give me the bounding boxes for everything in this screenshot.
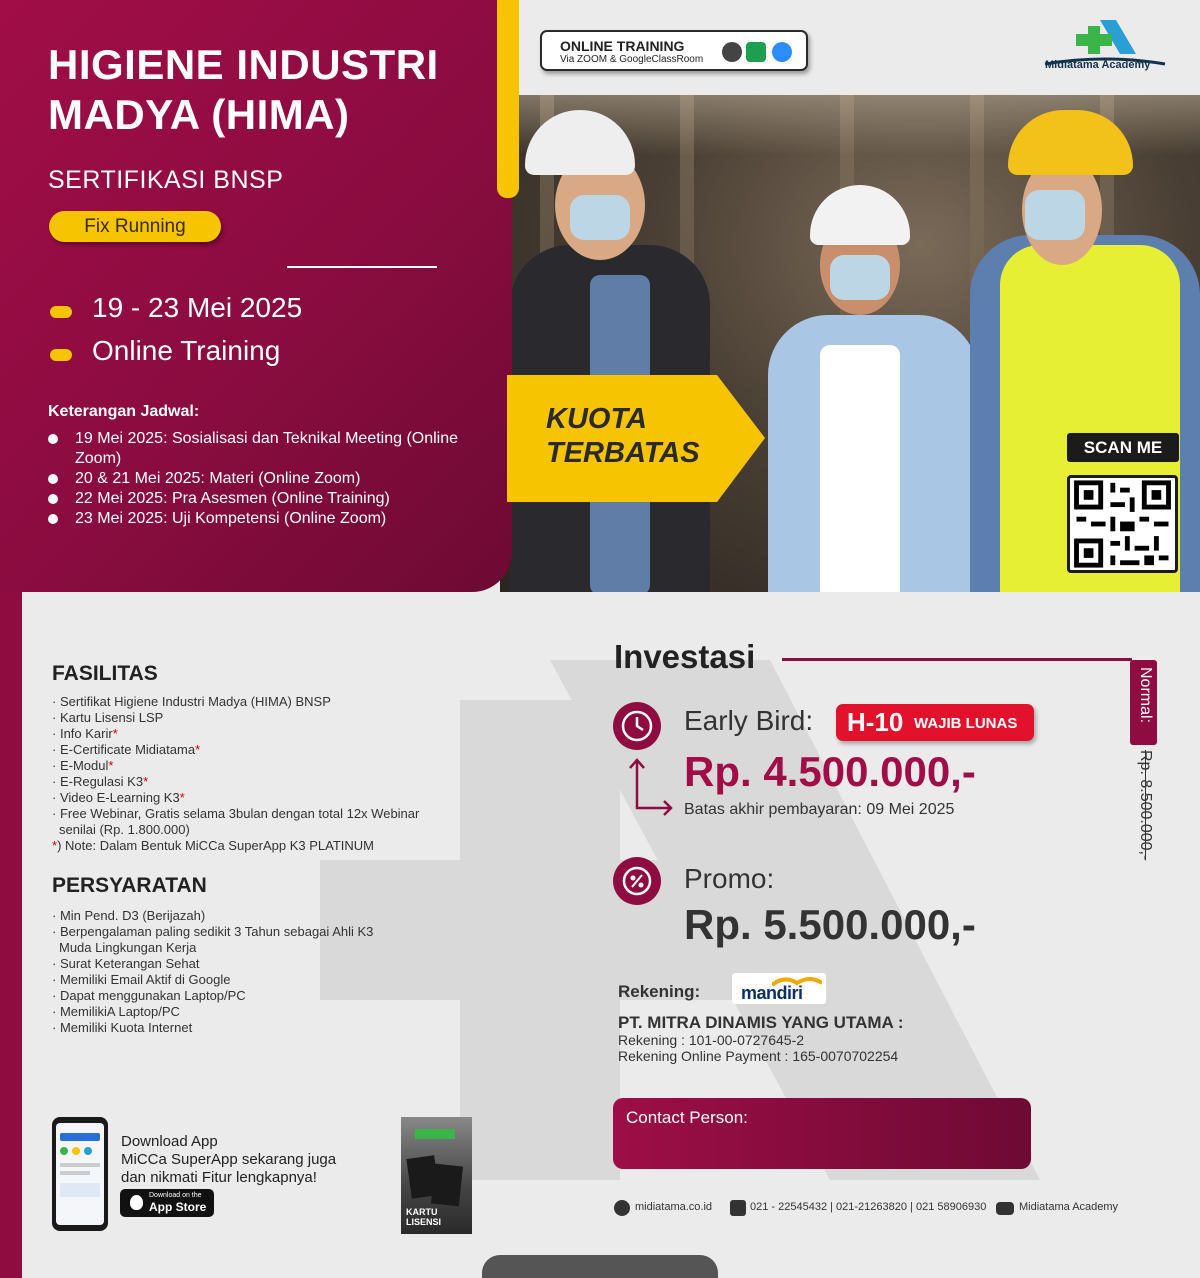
download-line2: MiCCa SuperApp sekarang juga — [121, 1151, 337, 1168]
fasilitas-item: · Free Webinar, Gratis selama 3bulan dengan total 12x Webinar senilai (Rp. 1.800.000) — [52, 806, 420, 837]
course-title-line2: MADYA (HIMA) — [48, 91, 350, 138]
payment-deadline: Batas akhir pembayaran: 09 Mei 2025 — [684, 801, 955, 818]
fasilitas-note: *) Note: Dalam Bentuk MiCCa SuperApp K3 PLATINUM — [52, 838, 375, 853]
promo-price: Rp. 5.500.000,- — [684, 901, 976, 948]
h10-text: H-10 — [847, 707, 904, 737]
fasilitas-item: · Kartu Lisensi LSP — [52, 710, 164, 725]
fasilitas-title: FASILITAS — [52, 662, 158, 685]
investasi-title: Investasi — [614, 638, 756, 675]
fasilitas-item: · E-Regulasi K3* — [52, 774, 149, 789]
kuota-line1: KUOTA — [546, 403, 647, 435]
phone-icon — [730, 1200, 746, 1216]
zoom-icon — [772, 42, 792, 62]
scan-me-label: SCAN ME — [1067, 433, 1179, 462]
rekening-online: Rekening Online Payment : 165-0070702254 — [618, 1048, 899, 1064]
investasi-divider — [782, 658, 1132, 661]
persyaratan-item: · Berpengalaman paling sedikit 3 Tahun sebagai Ahli K3 Muda Lingkungan Kerja — [52, 924, 374, 955]
card-label: KARTU LISENSI — [406, 1207, 442, 1227]
fasilitas-item: · Video E-Learning K3* — [52, 790, 185, 805]
bottom-tab — [482, 1255, 718, 1278]
download-line3: dan nikmati Fitur lengkapnya! — [121, 1169, 317, 1186]
course-subtitle: SERTIFIKASI BNSP — [48, 166, 284, 194]
rekening-label: Rekening: — [618, 982, 701, 1001]
promo-label: Promo: — [684, 863, 775, 894]
schedule-item: 20 & 21 Mei 2025: Materi (Online Zoom) — [48, 469, 468, 489]
app-store-small-text: Download on the — [149, 1192, 202, 1199]
qr-code-icon — [1070, 478, 1175, 570]
persyaratan-item: · Memiliki Email Aktif di Google — [52, 972, 231, 987]
normal-label: Normal: — [1137, 667, 1154, 724]
apple-icon — [130, 1195, 143, 1210]
left-accent-strip — [0, 592, 22, 1278]
accent-bar — [497, 0, 519, 198]
persyaratan-item: · MemilikiA Laptop/PC — [52, 1004, 180, 1019]
fasilitas-item: · E-Modul* — [52, 758, 114, 773]
course-date: 19 - 23 Mei 2025 — [92, 292, 303, 323]
logo-text: Midiatama Academy — [1045, 59, 1151, 71]
schedule-item: 22 Mei 2025: Pra Asesmen (Online Training) — [48, 489, 468, 509]
fasilitas-list — [52, 694, 442, 854]
persyaratan-item: · Dapat menggunakan Laptop/PC — [52, 988, 246, 1003]
h10-badge — [836, 704, 1034, 741]
company-name: PT. MITRA DINAMIS YANG UTAMA : — [618, 1013, 904, 1032]
arrow-connector-icon — [625, 756, 675, 816]
persyaratan-item: · Min Pend. D3 (Berijazah) — [52, 908, 206, 923]
youtube-icon — [996, 1202, 1014, 1215]
kuota-terbatas — [546, 402, 700, 470]
schedule-title: Keterangan Jadwal: — [48, 403, 200, 420]
wajib-lunas-text: WAJIB LUNAS — [914, 715, 1018, 732]
fasilitas-item: · E-Certificate Midiatama* — [52, 742, 201, 757]
download-line1: Download App — [121, 1133, 218, 1150]
download-app-text — [121, 1133, 381, 1187]
discount-icon — [613, 857, 661, 905]
title-divider — [287, 266, 437, 268]
course-mode: Online Training — [92, 335, 281, 366]
fix-running-badge: Fix Running — [49, 211, 221, 242]
contact-person-label: Contact Person: — [626, 1108, 748, 1127]
date-bullet-icon — [50, 306, 72, 318]
app-store-button[interactable] — [120, 1189, 214, 1217]
fasilitas-item: · Info Karir* — [52, 726, 118, 741]
clock-icon — [613, 702, 661, 750]
webcam-icon — [722, 42, 742, 62]
website-link[interactable]: midiatama.co.id — [635, 1201, 713, 1213]
mode-bullet-icon — [50, 349, 72, 361]
normal-price: Rp. 8.500.000,- — [1137, 750, 1154, 861]
fasilitas-item: · Sertifikat Higiene Industri Madya (HIMA) BNSP — [52, 694, 331, 709]
phone-screen — [56, 1123, 104, 1225]
app-store-text: App Store — [149, 1200, 207, 1214]
persyaratan-list — [52, 908, 392, 1036]
schedule-item: 19 Mei 2025: Sosialisasi dan Teknikal Meeting (Online Zoom) — [48, 429, 468, 469]
globe-icon — [614, 1200, 630, 1216]
rekening-number: Rekening : 101-00-0727645-2 — [618, 1032, 805, 1048]
qr-code[interactable] — [1067, 475, 1178, 573]
mandiri-text: mandiri — [741, 983, 803, 1003]
schedule-list — [48, 429, 468, 529]
kuota-line2: TERBATAS — [546, 437, 700, 469]
youtube-channel[interactable]: Midiatama Academy — [1019, 1201, 1119, 1213]
schedule-item: 23 Mei 2025: Uji Kompetensi (Online Zoom) — [48, 509, 468, 529]
google-classroom-icon — [746, 42, 766, 62]
course-title — [48, 40, 439, 140]
course-title-line1: HIGIENE INDUSTRI — [48, 41, 439, 88]
phone-numbers: 021 - 22545432 | 021-21263820 | 021 58906930 — [750, 1201, 987, 1213]
online-training-badge — [540, 30, 808, 71]
persyaratan-item: · Surat Keterangan Sehat — [52, 956, 200, 971]
persyaratan-title: PERSYARATAN — [52, 874, 207, 897]
online-badge-subtitle: Via ZOOM & GoogleClassRoom — [560, 54, 704, 65]
online-badge-title: ONLINE TRAINING — [560, 38, 685, 54]
early-bird-price: Rp. 4.500.000,- — [684, 748, 976, 795]
persyaratan-item: · Memiliki Kuota Internet — [52, 1020, 193, 1035]
early-bird-label: Early Bird: — [684, 705, 814, 736]
